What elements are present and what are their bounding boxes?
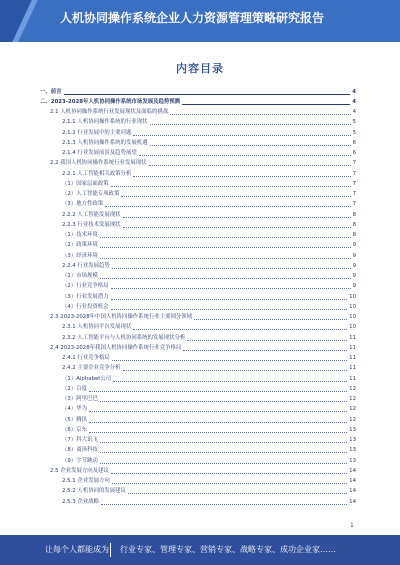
toc-leader-dots bbox=[89, 407, 347, 412]
toc-leader-dots bbox=[123, 223, 351, 228]
toc-entry-page: 14 bbox=[349, 498, 356, 505]
toc-leader-dots bbox=[100, 233, 351, 238]
toc-entry-page: 5 bbox=[352, 129, 356, 136]
toc-entry[interactable] bbox=[40, 241, 356, 251]
toc-entry-text: （3）经济环境 bbox=[62, 252, 98, 259]
toc-entry-text: 2.1.2 行业发展中的主要问题 bbox=[62, 129, 132, 136]
toc-leader-dots bbox=[123, 213, 351, 218]
toc-entry-page: 13 bbox=[349, 437, 356, 444]
toc-leader-dots bbox=[112, 479, 347, 484]
toc-entry-page: 9 bbox=[352, 252, 356, 259]
toc-entry-text: 一、前言 bbox=[40, 88, 62, 95]
toc-entry-text: 2.2.3 行业技术发展现状 bbox=[62, 221, 121, 228]
toc-entry-text: 2.4.2 主要企业竞争分析 bbox=[62, 365, 121, 372]
toc-entry-text: 2.4 2023-2028年我国人机协同操作系统行业竞争格局 bbox=[50, 344, 182, 351]
toc-entry[interactable] bbox=[40, 128, 356, 138]
toc-leader-dots bbox=[89, 387, 347, 392]
toc-leader-dots bbox=[100, 254, 351, 259]
toc-entry[interactable] bbox=[40, 405, 356, 415]
toc-entry[interactable] bbox=[40, 179, 356, 189]
toc-entry-text: （3）行业发展潜力 bbox=[62, 293, 109, 300]
toc-leader-dots bbox=[150, 141, 351, 146]
footer-roles: 行业专家、管理专家、营销专家、战略专家、成功企业家…… bbox=[120, 545, 336, 554]
toc-entry-text: （4）华为 bbox=[62, 406, 87, 413]
toc-entry-page: 11 bbox=[349, 344, 356, 351]
toc-entry-text: 2.2.1 人工智能相关政策分析 bbox=[62, 170, 132, 177]
toc-entry-text: 2.5.1 企业发展方向 bbox=[62, 478, 110, 485]
toc-entry-text: 2.5.3 企业战略 bbox=[62, 498, 99, 505]
toc-entry[interactable] bbox=[40, 456, 356, 466]
toc-entry-text: 2.4.1 行业竞争格局 bbox=[62, 355, 110, 362]
toc-entry-page: 14 bbox=[349, 488, 356, 495]
toc-entry[interactable] bbox=[40, 200, 356, 210]
toc-leader-dots bbox=[64, 90, 351, 95]
toc-entry[interactable] bbox=[40, 395, 356, 405]
toc-entry[interactable] bbox=[40, 343, 356, 353]
toc-entry-text: 2.2.2 人工智能发展现状 bbox=[62, 211, 121, 218]
toc-entry-text: （3）地方性政策 bbox=[62, 201, 104, 208]
toc-entry-page: 8 bbox=[352, 232, 356, 239]
toc-leader-dots bbox=[112, 356, 347, 361]
toc-entry[interactable] bbox=[40, 364, 356, 374]
toc-leader-dots bbox=[112, 264, 351, 269]
toc-entry-text: （1）Alphabet公司 bbox=[62, 375, 112, 382]
toc-entry[interactable] bbox=[40, 251, 356, 261]
toc-entry[interactable] bbox=[40, 159, 356, 169]
toc-entry[interactable] bbox=[40, 190, 356, 200]
toc-leader-dots bbox=[100, 274, 351, 279]
toc-entry-text: 2.3 2023-2028年中国人机协同操作系统行业主要细分领域 bbox=[50, 314, 193, 321]
toc-leader-dots bbox=[133, 172, 350, 177]
toc-leader-dots bbox=[121, 192, 350, 197]
toc-leader-dots bbox=[170, 110, 350, 115]
toc-entry-page: 14 bbox=[349, 478, 356, 485]
toc-entry-page: 9 bbox=[352, 262, 356, 269]
toc-entry-text: （2）人工智能专项政策 bbox=[62, 191, 120, 198]
toc-entry-text: （4）行业投资机会 bbox=[62, 303, 109, 310]
toc-entry-page: 10 bbox=[349, 293, 356, 300]
toc-entry-text: （8）商汤科技 bbox=[62, 447, 98, 454]
toc-entry-text: 二、2023-2028年人机协同操作系统市场发展及趋势预测 bbox=[40, 98, 181, 105]
toc-entry[interactable] bbox=[40, 138, 356, 148]
toc-leader-dots bbox=[111, 305, 348, 310]
toc-entry[interactable] bbox=[40, 374, 356, 384]
toc-entry-page: 10 bbox=[349, 303, 356, 310]
toc-entry[interactable] bbox=[40, 323, 356, 333]
toc-entry[interactable] bbox=[40, 272, 356, 282]
toc-entry[interactable] bbox=[40, 425, 356, 435]
toc-entry-page: 9 bbox=[352, 242, 356, 249]
toc-entry-text: 2.5.2 人机协同的发展建议 bbox=[62, 488, 126, 495]
toc-entry-page: 8 bbox=[352, 211, 356, 218]
toc-entry[interactable] bbox=[40, 487, 356, 497]
toc-entry[interactable] bbox=[40, 313, 356, 323]
toc-leader-dots bbox=[113, 377, 347, 382]
toc-entry-page: 5 bbox=[352, 119, 356, 126]
toc-entry[interactable] bbox=[40, 97, 356, 107]
footer-slogan: 让每个人都能成为 bbox=[45, 545, 109, 554]
toc-entry-page: 11 bbox=[349, 365, 356, 372]
toc-entry[interactable] bbox=[40, 292, 356, 302]
toc-entry-page: 11 bbox=[349, 355, 356, 362]
toc-leader-dots bbox=[187, 336, 347, 341]
toc-leader-dots bbox=[111, 284, 351, 289]
toc-leader-dots bbox=[101, 500, 347, 505]
toc-entry-page: 7 bbox=[352, 191, 356, 198]
toc-leader-dots bbox=[105, 202, 350, 207]
toc-entry-page: 12 bbox=[349, 396, 356, 403]
toc-entry[interactable] bbox=[40, 466, 356, 476]
toc-entry-page: 11 bbox=[349, 334, 356, 341]
toc-entry-text: （1）市场规模 bbox=[62, 273, 98, 280]
toc-leader-dots bbox=[111, 469, 347, 474]
toc-entry-text: （2）行业竞争格局 bbox=[62, 283, 109, 290]
toc-entry[interactable] bbox=[40, 149, 356, 159]
toc-entry[interactable] bbox=[40, 477, 356, 487]
toc-entry-page: 4 bbox=[352, 98, 356, 105]
toc-entry-text: （9）字节跳动 bbox=[62, 457, 98, 464]
report-header bbox=[0, 0, 400, 42]
footer-banner bbox=[0, 535, 400, 565]
toc-leader-dots bbox=[100, 397, 347, 402]
toc-leader-dots bbox=[100, 438, 347, 443]
toc-leader-dots bbox=[183, 346, 347, 351]
toc-leader-dots bbox=[123, 366, 348, 371]
toc-entry-page: 7 bbox=[352, 180, 356, 187]
toc-entry-page: 13 bbox=[349, 426, 356, 433]
toc-leader-dots bbox=[194, 315, 347, 320]
toc-entry-page: 12 bbox=[349, 385, 356, 392]
toc-entry-page: 9 bbox=[352, 283, 356, 290]
toc-entry-page: 8 bbox=[352, 221, 356, 228]
toc-entry-page: 7 bbox=[352, 201, 356, 208]
toc-entry[interactable] bbox=[40, 231, 356, 241]
toc-entry-text: 2.1.4 行业发展前景及趋势展望 bbox=[62, 150, 137, 157]
toc-entry-page: 13 bbox=[349, 457, 356, 464]
toc-entry-page: 6 bbox=[352, 139, 356, 146]
toc-entry[interactable] bbox=[40, 354, 356, 364]
toc-entry-text: 2.3.1 人机协同平台发展现状 bbox=[62, 324, 132, 331]
toc-entry-page: 7 bbox=[352, 170, 356, 177]
toc-leader-dots bbox=[149, 161, 351, 166]
toc-entry-text: （7）科大讯飞 bbox=[62, 437, 98, 444]
page-number: 1 bbox=[350, 522, 354, 529]
toc-entry-page: 10 bbox=[349, 314, 356, 321]
toc-entry-text: （5）腾讯 bbox=[62, 416, 87, 423]
toc-entry-text: （2）百度 bbox=[62, 385, 87, 392]
toc-leader-dots bbox=[182, 100, 350, 105]
toc-entry[interactable] bbox=[40, 220, 356, 230]
toc-leader-dots bbox=[133, 325, 347, 330]
toc-entry-text: （3）阿里巴巴 bbox=[62, 396, 98, 403]
toc-leader-dots bbox=[89, 418, 347, 423]
toc-entry[interactable] bbox=[40, 497, 356, 507]
toc-entry[interactable] bbox=[40, 261, 356, 271]
toc-leader-dots bbox=[100, 243, 351, 248]
toc-entry-page: 10 bbox=[349, 324, 356, 331]
toc-entry[interactable] bbox=[40, 446, 356, 456]
toc-entry-page: 4 bbox=[352, 88, 356, 95]
toc-entry[interactable] bbox=[40, 415, 356, 425]
toc-entry[interactable] bbox=[40, 108, 356, 118]
toc-leader-dots bbox=[111, 182, 351, 187]
toc-entry-text: （6）京东 bbox=[62, 426, 87, 433]
toc-leader-dots bbox=[100, 459, 347, 464]
toc-leader-dots bbox=[128, 489, 347, 494]
toc-entry-page: 12 bbox=[349, 416, 356, 423]
toc-entry-text: （1）技术环境 bbox=[62, 232, 98, 239]
toc-entry[interactable] bbox=[40, 169, 356, 179]
toc-entry[interactable] bbox=[40, 118, 356, 128]
toc-entry[interactable] bbox=[40, 333, 356, 343]
table-of-contents bbox=[40, 87, 356, 507]
toc-entry-page: 4 bbox=[352, 109, 356, 116]
toc-leader-dots bbox=[111, 295, 348, 300]
toc-leader-dots bbox=[150, 120, 351, 125]
toc-entry-page: 14 bbox=[349, 467, 356, 474]
toc-leader-dots bbox=[89, 428, 347, 433]
toc-entry-text: 2.5 企业发展方向及建议 bbox=[50, 467, 109, 474]
toc-entry-page: 12 bbox=[349, 406, 356, 413]
toc-entry-text: （2）政策环境 bbox=[62, 242, 98, 249]
toc-entry-page: 6 bbox=[352, 150, 356, 157]
toc-leader-dots bbox=[139, 151, 351, 156]
toc-entry[interactable] bbox=[40, 282, 356, 292]
report-title: 人机协同操作系统企业人力资源管理策略研究报告 bbox=[60, 11, 325, 25]
toc-entry-text: （1）国家层面政策 bbox=[62, 180, 109, 187]
toc-entry-text: 2.1.3 人机协同操作系统的发展机遇 bbox=[62, 139, 148, 146]
toc-entry[interactable] bbox=[40, 87, 356, 97]
toc-entry-text: 2.2.4 行业发展趋势 bbox=[62, 262, 110, 269]
footer-divider bbox=[110, 543, 111, 557]
toc-entry-text: 2.1 人机协同操作系统行业发展现状及面临的挑战 bbox=[50, 109, 169, 116]
toc-entry-text: 2.2 我国人机协同操作系统行业发展现状 bbox=[50, 160, 147, 167]
toc-entry-page: 11 bbox=[349, 375, 356, 382]
toc-heading: 内容目录 bbox=[176, 62, 224, 75]
toc-leader-dots bbox=[133, 131, 350, 136]
toc-entry-page: 9 bbox=[352, 273, 356, 280]
toc-entry[interactable] bbox=[40, 302, 356, 312]
toc-entry-page: 13 bbox=[349, 447, 356, 454]
toc-entry-page: 7 bbox=[352, 160, 356, 167]
toc-entry[interactable] bbox=[40, 384, 356, 394]
toc-leader-dots bbox=[100, 448, 347, 453]
toc-entry-text: 2.1.1 人机协同操作系统的行业现状 bbox=[62, 119, 148, 126]
toc-entry[interactable] bbox=[40, 210, 356, 220]
toc-entry-text: 2.3.2 人工智能平台与人机协同系统的发展现状分析 bbox=[62, 334, 186, 341]
toc-entry[interactable] bbox=[40, 436, 356, 446]
